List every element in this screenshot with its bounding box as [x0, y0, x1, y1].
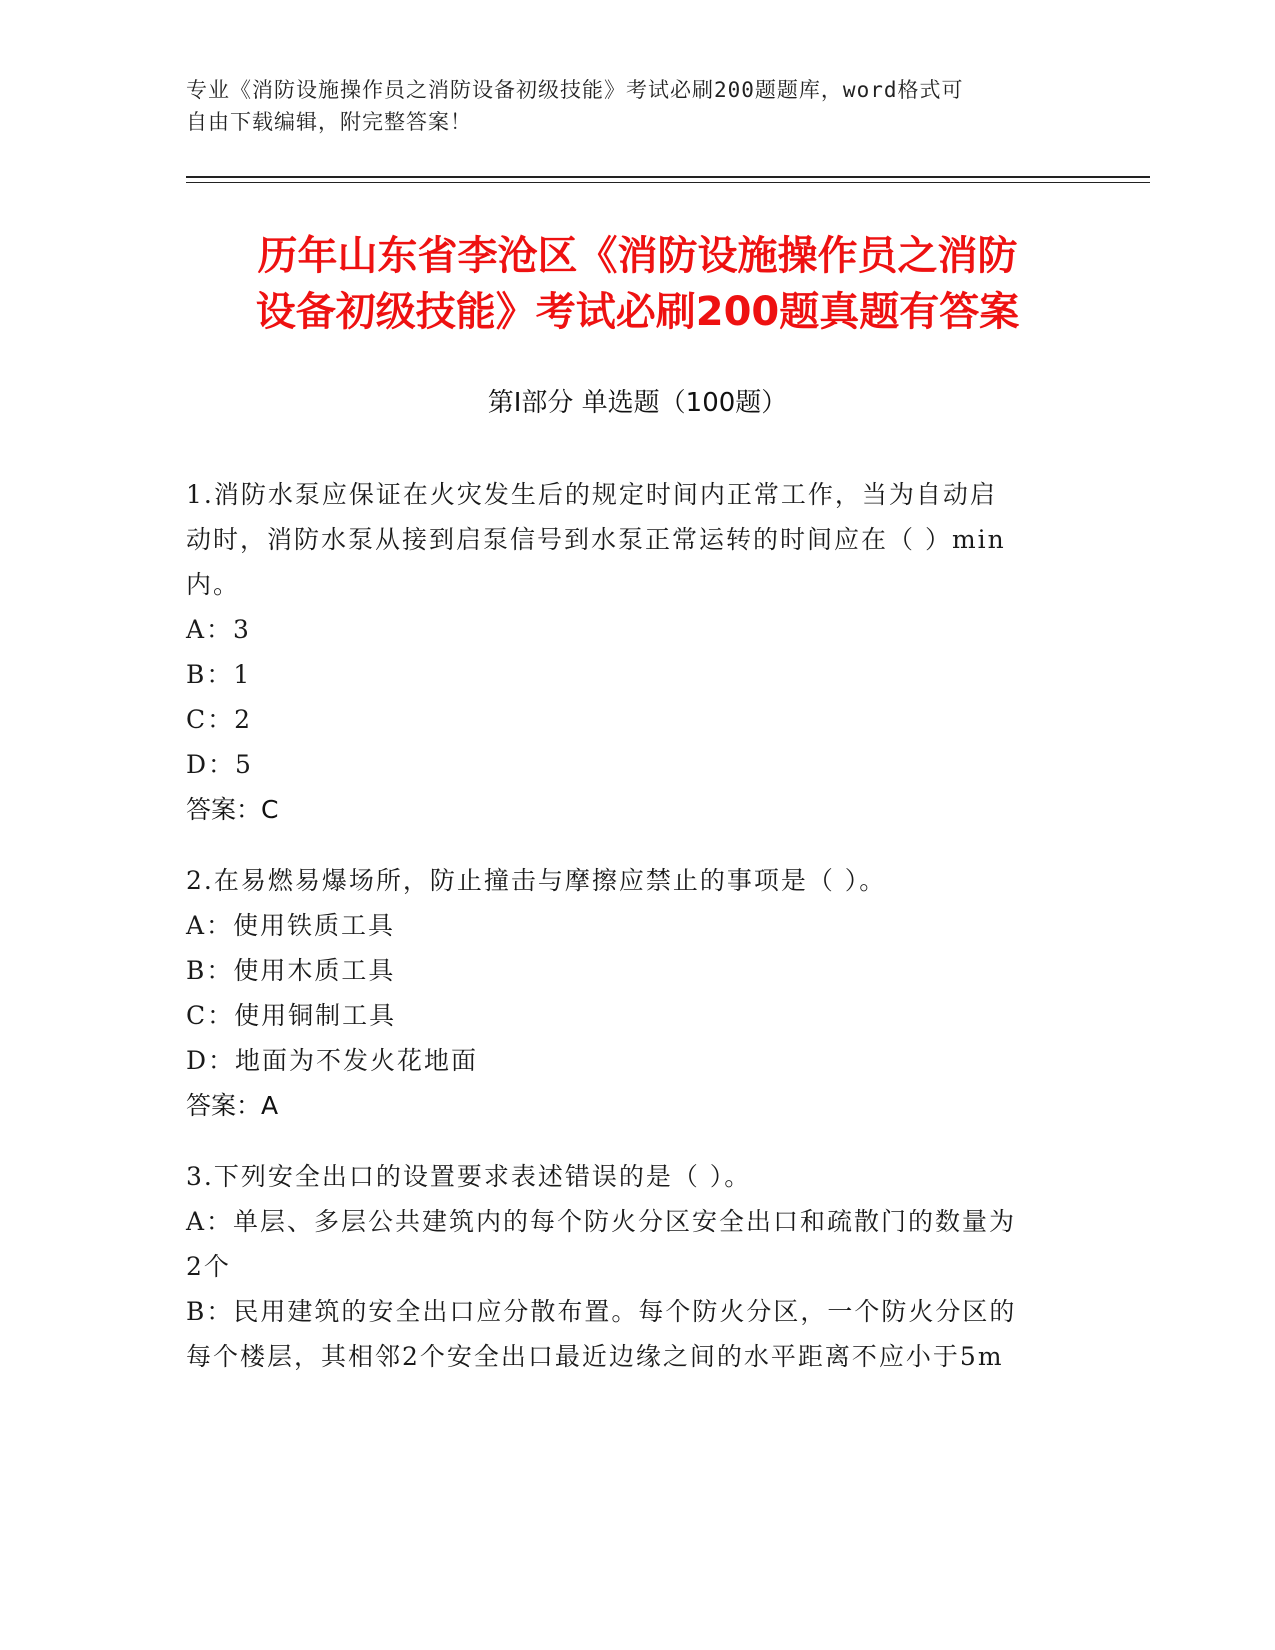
- section-title: 第Ⅰ部分 单选题（100题）: [487, 388, 788, 418]
- option-a: A：单层、多层公共建筑内的每个防火分区安全出口和疏散门的数量为: [186, 1207, 1017, 1236]
- question-stem: 动时，消防水泵从接到启泵信号到水泵正常运转的时间应在（ ）min: [186, 525, 1006, 554]
- header-divider-thick: [186, 176, 1150, 178]
- option-b: B：1: [186, 660, 252, 689]
- answer: 答案：A: [186, 1091, 279, 1120]
- option-a: A：使用铁质工具: [186, 911, 396, 940]
- header-divider-thin: [186, 182, 1150, 183]
- document-title: [150, 228, 1125, 340]
- answer: 答案：C: [186, 795, 279, 824]
- option-d: D：地面为不发火花地面: [186, 1046, 479, 1075]
- question-3: [186, 1154, 1066, 1379]
- question-list: [186, 472, 1066, 1405]
- question-2: [186, 858, 1066, 1128]
- option-b: B：民用建筑的安全出口应分散布置。每个防火分区，一个防火分区的: [186, 1297, 1017, 1326]
- question-stem: 3.下列安全出口的设置要求表述错误的是（ ）。: [186, 1162, 752, 1191]
- question-stem: 2.在易燃易爆场所，防止撞击与摩擦应禁止的事项是（ ）。: [186, 866, 887, 895]
- option-a-continued: 2个: [186, 1252, 231, 1281]
- question-stem: 1.消防水泵应保证在火灾发生后的规定时间内正常工作，当为自动启: [186, 480, 997, 509]
- option-c: C：使用铜制工具: [186, 1001, 397, 1030]
- question-1: [186, 472, 1066, 832]
- question-stem: 内。: [186, 570, 241, 599]
- option-a: A：3: [186, 615, 251, 644]
- option-b-continued: 每个楼层，其相邻2个安全出口最近边缘之间的水平距离不应小于5m: [186, 1342, 1004, 1371]
- option-c: C：2: [186, 705, 253, 734]
- header-note-line: 专业《消防设施操作员之消防设备初级技能》考试必刷200题题库，word格式可: [186, 78, 964, 102]
- document-title-line: 历年山东省李沧区《消防设施操作员之消防: [257, 233, 1018, 279]
- option-b: B：使用木质工具: [186, 956, 396, 985]
- header-note: [186, 74, 1066, 138]
- header-note-line: 自由下载编辑，附完整答案！: [186, 110, 472, 134]
- document-title-line: 设备初级技能》考试必刷200题真题有答案: [255, 289, 1020, 335]
- option-d: D：5: [186, 750, 253, 779]
